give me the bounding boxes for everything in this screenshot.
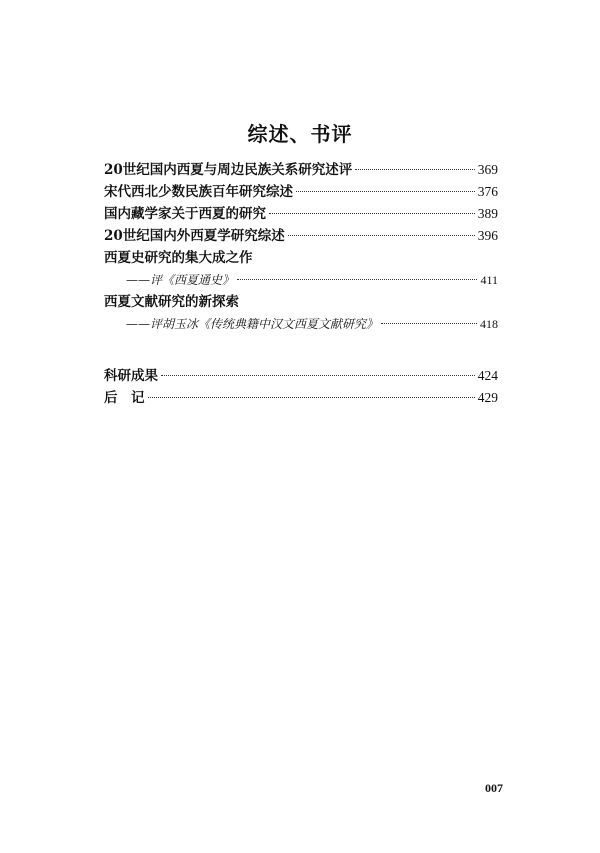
toc-entry-title: 科研成果 xyxy=(104,368,158,384)
toc-entry-424[interactable] xyxy=(104,365,498,387)
toc-entry-page: 396 xyxy=(477,228,498,243)
page-title: 综述、书评 xyxy=(247,122,353,146)
toc-entry-page: 418 xyxy=(480,317,498,331)
page-number: 007 xyxy=(485,781,503,795)
toc-entry-heading xyxy=(104,291,498,313)
toc-entry-page: 424 xyxy=(477,368,498,383)
toc-entry-title: 后 记 xyxy=(104,390,145,406)
dot-leader xyxy=(161,375,475,376)
toc-entry-389[interactable] xyxy=(104,203,498,225)
dot-leader xyxy=(381,323,477,324)
dot-leader xyxy=(288,235,475,236)
toc-entry-title: 国内藏学家关于西夏的研究 xyxy=(104,206,266,222)
dot-leader xyxy=(355,169,474,170)
toc-entry-page: 389 xyxy=(477,206,498,221)
toc-entry-heading xyxy=(104,247,498,269)
dot-leader xyxy=(269,213,475,214)
toc-entry-subtitle: ——评胡玉冰《传统典籍中汉文西夏文献研究》 xyxy=(126,317,379,331)
dot-leader xyxy=(237,279,477,280)
toc-entry-title: 20世纪国内西夏与周边民族关系研究述评 xyxy=(104,162,353,178)
toc-entry-title: 宋代西北少数民族百年研究综述 xyxy=(104,184,293,200)
dot-leader xyxy=(296,191,475,192)
toc-entry-418[interactable] xyxy=(104,313,498,335)
toc-entry-376[interactable] xyxy=(104,181,498,203)
toc-entry-page: 376 xyxy=(477,184,498,199)
toc-entry-369[interactable] xyxy=(104,159,498,181)
toc-entry-396[interactable] xyxy=(104,225,498,247)
toc-entry-subtitle: ——评《西夏通史》 xyxy=(126,273,235,287)
section-gap xyxy=(104,335,498,365)
dot-leader xyxy=(148,397,475,398)
toc-entry-411[interactable] xyxy=(104,269,498,291)
toc-entry-page: 411 xyxy=(480,273,498,287)
toc-entry-title: 西夏史研究的集大成之作 xyxy=(104,250,253,266)
table-of-contents xyxy=(104,159,498,409)
toc-entry-page: 369 xyxy=(477,162,498,177)
toc-entry-page: 429 xyxy=(477,390,498,405)
toc-entry-title: 20世纪国内外西夏学研究综述 xyxy=(104,228,285,244)
toc-entry-429[interactable] xyxy=(104,387,498,409)
toc-entry-title: 西夏文献研究的新探索 xyxy=(104,294,239,310)
